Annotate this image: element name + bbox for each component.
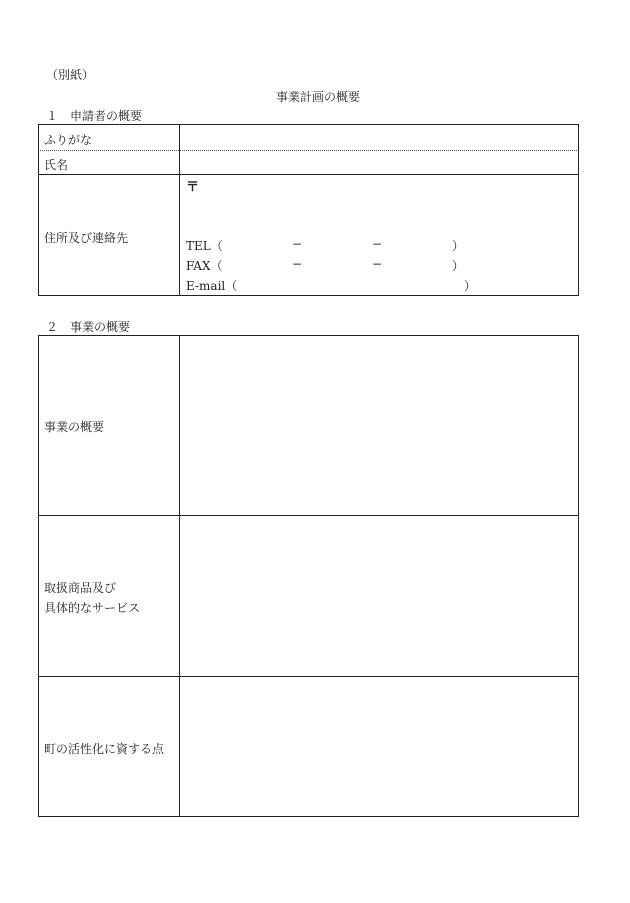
address-field[interactable] xyxy=(200,178,576,228)
section1-heading: １ 申請者の概要 xyxy=(46,109,143,123)
furigana-label: ふりがな xyxy=(44,133,93,147)
tel-hyphen-2: − xyxy=(372,237,383,251)
business-overview-label: 事業の概要 xyxy=(44,420,105,434)
attachment-label: （別紙） xyxy=(46,68,95,82)
furigana-field[interactable] xyxy=(181,126,576,149)
town-revitalization-field[interactable] xyxy=(181,678,576,814)
town-revitalization-label: 町の活性化に資する点 xyxy=(44,742,165,756)
tel-field[interactable] xyxy=(225,236,450,253)
tel-hyphen-1: − xyxy=(292,237,303,251)
products-services-field[interactable] xyxy=(181,517,576,674)
business-overview-field[interactable] xyxy=(181,337,576,513)
fax-field[interactable] xyxy=(225,256,450,273)
fax-hyphen-1: − xyxy=(292,257,303,271)
section2-heading: ２ 事業の概要 xyxy=(46,320,131,334)
tel-close-paren: ） xyxy=(452,239,465,253)
email-label: E-mail（ xyxy=(186,279,238,293)
fax-label: FAX（ xyxy=(186,259,223,273)
products-label-line2: 具体的なサービス xyxy=(44,601,141,615)
postal-mark: 〒 xyxy=(186,180,200,195)
name-label: 氏名 xyxy=(44,158,69,172)
address-contact-label: 住所及び連絡先 xyxy=(44,231,129,245)
fax-close-paren: ） xyxy=(452,259,465,273)
email-close-paren: ） xyxy=(464,279,477,293)
products-label-line1: 取扱商品及び xyxy=(44,581,117,595)
tel-label: TEL（ xyxy=(186,239,223,253)
name-field[interactable] xyxy=(181,152,576,173)
fax-hyphen-2: − xyxy=(372,257,383,271)
document-title: 事業計画の概要 xyxy=(276,90,361,104)
email-field[interactable] xyxy=(240,276,462,293)
